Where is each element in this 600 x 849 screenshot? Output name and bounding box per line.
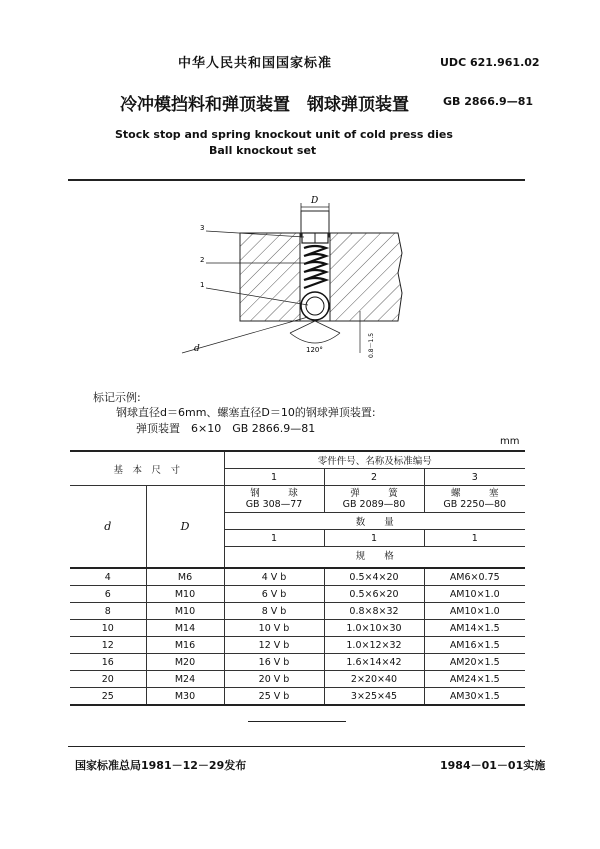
qty: 1 [324, 530, 424, 547]
part-spring: 弹 簧 GB 2089—80 [324, 486, 424, 513]
label-d: d [194, 344, 200, 354]
table-row: 6 M10 6 V b 0.5×6×20 AM10×1.0 [70, 586, 525, 603]
example-line1: 钢球直径d＝6mm、螺塞直径D＝10的钢球弹顶装置: [116, 406, 376, 419]
example-line2: 弹顶装置 6×10 GB 2866.9—81 [136, 422, 316, 435]
parts-header: 零件件号、名称及标准编号 [224, 451, 525, 469]
callout-2: 2 [200, 256, 205, 264]
assembly-drawing [180, 193, 420, 363]
title-en-line1: Stock stop and spring knockout unit of cold press dies [115, 128, 453, 141]
gb-number: GB 2866.9—81 [443, 95, 533, 108]
title-en-line2: Ball knockout set [209, 144, 317, 157]
example-label: 标记示例: [93, 391, 141, 404]
part-ball: 钢 球 GB 308—77 [224, 486, 324, 513]
spec-label: 规 格 [224, 547, 525, 564]
table-row: 12 M16 12 V b 1.0×12×32 AM16×1.5 [70, 637, 525, 654]
effective-date: 1984－01－01实施 [440, 759, 546, 772]
part-no: 2 [324, 469, 424, 486]
part-plug: 螺 塞 GB 2250—80 [424, 486, 525, 513]
qty-label: 数 量 [224, 513, 525, 530]
table-row: 16 M20 16 V b 1.6×14×42 AM20×1.5 [70, 654, 525, 671]
label-D: D [311, 196, 319, 206]
header-rule [68, 179, 525, 181]
angle-label: 120° [306, 346, 323, 354]
callout-1: 1 [200, 281, 205, 289]
footer-rule [68, 746, 525, 747]
table-row: 25 M30 25 V b 3×25×45 AM30×1.5 [70, 688, 525, 706]
end-mark [248, 721, 346, 722]
part-no: 3 [424, 469, 525, 486]
unit-label: mm [500, 436, 520, 447]
issued-date: 国家标准总局1981－12－29发布 [75, 759, 247, 772]
col-D-header: D [146, 486, 224, 569]
table-row: 20 M24 20 V b 2×20×40 AM24×1.5 [70, 671, 525, 688]
qty: 1 [424, 530, 525, 547]
basic-size-header: 基 本 尺 寸 [70, 451, 224, 486]
col-d-header: d [70, 486, 146, 569]
dim-vertical: 0.8～1.5 [368, 332, 375, 358]
table-row: 10 M14 10 V b 1.0×10×30 AM14×1.5 [70, 620, 525, 637]
spec-table [70, 450, 525, 706]
page-title: 冷冲模挡料和弹顶装置 钢球弹顶装置 [120, 95, 409, 115]
qty: 1 [224, 530, 324, 547]
table-row: 4 M6 4 V b 0.5×4×20 AM6×0.75 [70, 568, 525, 586]
udc-code: UDC 621.961.02 [440, 56, 540, 69]
part-no: 1 [224, 469, 324, 486]
standard-type: 中华人民共和国国家标准 [178, 56, 333, 71]
callout-3: 3 [200, 224, 205, 232]
ball [301, 292, 329, 320]
table-row: 8 M10 8 V b 0.8×8×32 AM10×1.0 [70, 603, 525, 620]
